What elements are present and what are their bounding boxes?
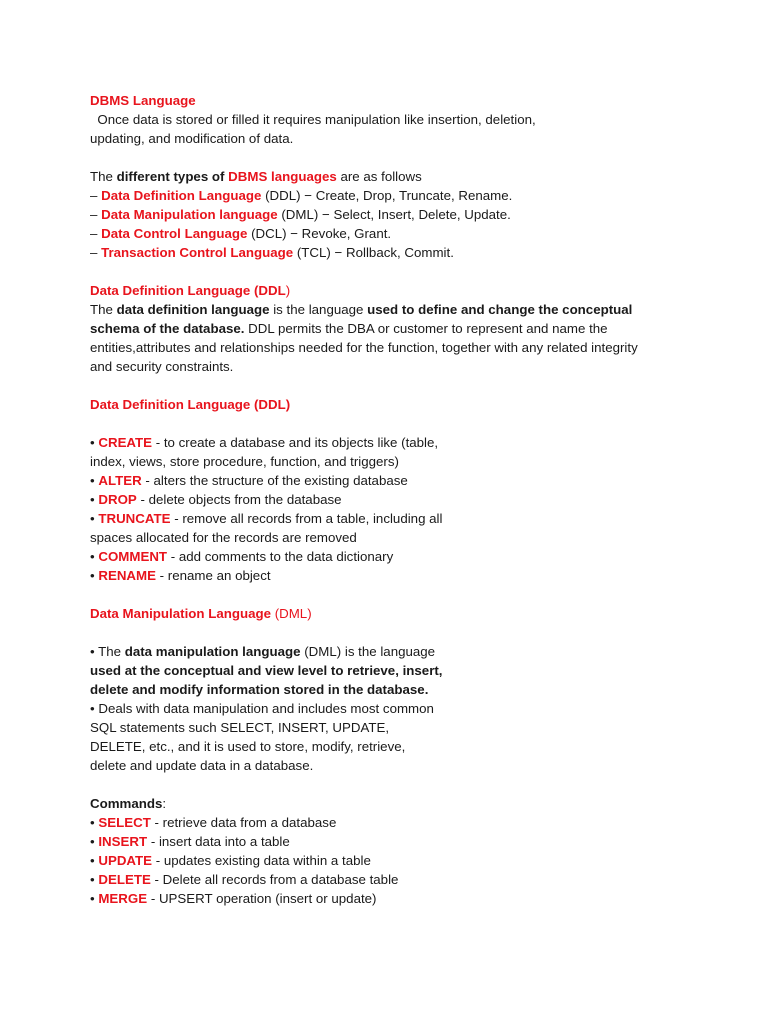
ddl-command-rename: • RENAME - rename an object xyxy=(90,568,271,583)
dml-command-merge: • MERGE - UPSERT operation (insert or update) xyxy=(90,891,377,906)
paragraph-line: • Deals with data manipulation and includes most common xyxy=(90,701,434,716)
list-item-dml: – Data Manipulation language (DML) − Select, Insert, Delete, Update. xyxy=(90,207,511,222)
section-heading-ddl-definition: Data Definition Language (DDL) xyxy=(90,283,291,298)
ddl-command-continuation: index, views, store procedure, function, and triggers) xyxy=(90,454,399,469)
document-body xyxy=(90,91,690,908)
paragraph-line: updating, and modification of data. xyxy=(90,131,294,146)
section-heading-ddl-commands: Data Definition Language (DDL) xyxy=(90,397,291,412)
paragraph-line: • The data manipulation language (DML) is the language xyxy=(90,644,436,659)
list-item-ddl: – Data Definition Language (DDL) − Create, Drop, Truncate, Rename. xyxy=(90,188,513,203)
paragraph-line: delete and update data in a database. xyxy=(90,758,314,773)
ddl-command-alter: • ALTER - alters the structure of the existing database xyxy=(90,473,408,488)
paragraph-line: Once data is stored or filled it requires manipulation like insertion, deletion, xyxy=(90,112,536,127)
ddl-command-comment: • COMMENT - add comments to the data dictionary xyxy=(90,549,394,564)
paragraph-line: entities,attributes and relationships needed for the function, together with any related integrity xyxy=(90,340,638,355)
list-item-dcl: – Data Control Language (DCL) − Revoke, Grant. xyxy=(90,226,392,241)
dml-command-delete: • DELETE - Delete all records from a database table xyxy=(90,872,399,887)
paragraph-line: and security constraints. xyxy=(90,359,234,374)
dml-command-select: • SELECT - retrieve data from a database xyxy=(90,815,337,830)
dml-command-update: • UPDATE - updates existing data within a table xyxy=(90,853,371,868)
ddl-command-truncate: • TRUNCATE - remove all records from a table, including all xyxy=(90,511,443,526)
ddl-command-create: • CREATE - to create a database and its objects like (table, xyxy=(90,435,439,450)
ddl-command-continuation: spaces allocated for the records are removed xyxy=(90,530,357,545)
paragraph-line: used at the conceptual and view level to retrieve, insert, xyxy=(90,663,443,678)
paragraph-line: The data definition language is the language used to define and change the conceptual xyxy=(90,302,633,317)
paragraph-line: delete and modify information stored in the database. xyxy=(90,682,429,697)
section-heading-commands: Commands: xyxy=(90,796,167,811)
paragraph-line: DELETE, etc., and it is used to store, modify, retrieve, xyxy=(90,739,406,754)
list-item-tcl: – Transaction Control Language (TCL) − Rollback, Commit. xyxy=(90,245,454,260)
ddl-command-drop: • DROP - delete objects from the database xyxy=(90,492,342,507)
dml-command-insert: • INSERT - insert data into a table xyxy=(90,834,290,849)
paragraph-line: SQL statements such SELECT, INSERT, UPDATE, xyxy=(90,720,390,735)
paragraph-line: schema of the database. DDL permits the DBA or customer to represent and name the xyxy=(90,321,608,336)
section-heading-dml: Data Manipulation Language (DML) xyxy=(90,606,312,621)
section-heading-dbms-language: DBMS Language xyxy=(90,93,196,108)
types-intro-line: The different types of DBMS languages are as follows xyxy=(90,169,422,184)
